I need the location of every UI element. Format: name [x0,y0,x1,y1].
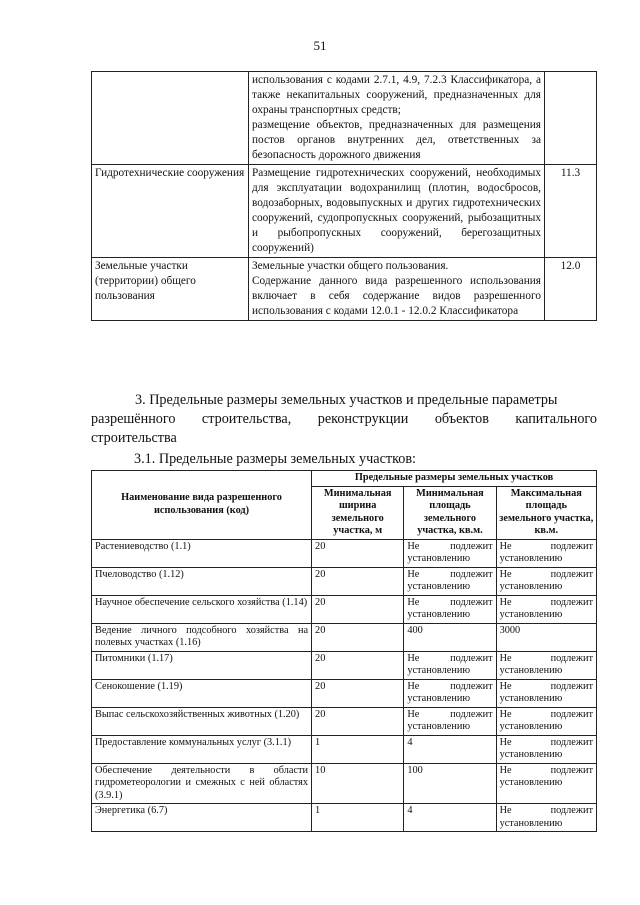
description-paragraph: Размещение гидротехнических сооружений, необходимых для эксплуатации водохранилищ (плотин, водосбросов, водозаборных, водовыпускных и других гидротехнических сооружений, судопропускных сооружений, рыбозащитных и рыбопропускных сооружений, берегозащитных сооружений) [252,167,541,254]
table-row [92,623,597,651]
min-area-cell: 100 [404,763,496,804]
min-area-cell: Не подлежит установлению [404,679,496,707]
min-width-cell: 20 [312,623,404,651]
section-3-1-heading: 3.1. Предельные размеры земельных участков: [134,451,416,467]
min-area-cell: Не подлежит установлению [404,707,496,735]
use-code-cell: 11.3 [545,165,597,258]
section-3-heading [91,391,597,448]
header-min-area: Минимальная площадь земельного участка, кв.м. [404,486,496,539]
min-area-cell: Не подлежит установлению [404,539,496,567]
table-row [92,567,597,595]
min-area-cell: Не подлежит установлению [404,567,496,595]
use-name-cell: Пчеловодство (1.12) [92,567,312,595]
use-name-cell: Сенокошение (1.19) [92,679,312,707]
min-width-cell: 10 [312,763,404,804]
min-width-cell: 1 [312,735,404,763]
description-paragraph: Содержание данного вида разрешенного использования включает в себя содержание видов разрешенного использования с кодами 12.0.1 - 12.0.2 Классификатора [252,275,541,317]
table-row [92,539,597,567]
use-name-cell: Обеспечение деятельности в области гидрометеорологии и смежных с ней областях (3.9.1) [92,763,312,804]
section-3-heading-line-2: разрешённого строительства, реконструкции объектов капитального [91,411,597,427]
max-area-cell: Не подлежит установлению [496,804,596,832]
max-area-cell: Не подлежит установлению [496,539,596,567]
header-limits-group: Предельные размеры земельных участков [312,471,597,487]
description-paragraph: Земельные участки общего пользования. [252,260,449,272]
description-paragraph: размещение объектов, предназначенных для размещения постов органов внутренних дел, ответственных за безопасность дорожного движения [252,119,541,161]
use-description-cell [249,72,545,165]
header-min-width: Минимальная ширина земельного участка, м [312,486,404,539]
use-name-cell [92,72,249,165]
section-3-heading-line-3: строительства [91,430,177,446]
table-row [92,72,597,165]
min-width-cell: 20 [312,567,404,595]
use-description-cell [249,165,545,258]
use-name-cell: Научное обеспечение сельского хозяйства (1.14) [92,595,312,623]
use-name-cell: Предоставление коммунальных услуг (3.1.1) [92,735,312,763]
table-row [92,258,597,321]
min-area-cell: 400 [404,623,496,651]
max-area-cell: 3000 [496,623,596,651]
min-area-cell: Не подлежит установлению [404,595,496,623]
table-row [92,735,597,763]
use-name-cell: Питомники (1.17) [92,651,312,679]
use-name-cell: Земельные участки (территории) общего пользования [92,258,249,321]
use-name-cell: Энергетика (6.7) [92,804,312,832]
use-name-cell: Ведение личного подсобного хозяйства на полевых участках (1.16) [92,623,312,651]
table-row [92,595,597,623]
min-width-cell: 1 [312,804,404,832]
header-max-area: Максимальная площадь земельного участка, кв.м. [496,486,596,539]
min-area-cell: 4 [404,735,496,763]
use-name-cell: Выпас сельскохозяйственных животных (1.20) [92,707,312,735]
use-description-cell [249,258,545,321]
max-area-cell: Не подлежит установлению [496,707,596,735]
max-area-cell: Не подлежит установлению [496,763,596,804]
min-area-cell: Не подлежит установлению [404,651,496,679]
max-area-cell: Не подлежит установлению [496,651,596,679]
min-width-cell: 20 [312,707,404,735]
min-width-cell: 20 [312,539,404,567]
table-row [92,165,597,258]
max-area-cell: Не подлежит установлению [496,567,596,595]
table-row [92,804,597,832]
header-use-name: Наименование вида разрешенного использования (код) [92,471,312,540]
description-paragraph: использования с кодами 2.7.1, 4.9, 7.2.3 Классификатора, а также некапитальных сооружений, предназначенных для охраны транспортных средств; [252,74,541,116]
use-code-cell [545,72,597,165]
table-row [92,707,597,735]
min-width-cell: 20 [312,679,404,707]
use-name-cell: Растениеводство (1.1) [92,539,312,567]
min-area-cell: 4 [404,804,496,832]
max-area-cell: Не подлежит установлению [496,679,596,707]
use-name-cell: Гидротехнические сооружения [92,165,249,258]
page-number: 51 [313,38,327,53]
use-code-cell: 12.0 [545,258,597,321]
min-width-cell: 20 [312,651,404,679]
table-row [92,679,597,707]
max-area-cell: Не подлежит установлению [496,595,596,623]
permitted-use-table [91,71,597,321]
table-row [92,763,597,804]
land-plot-limits-table [91,470,597,832]
min-width-cell: 20 [312,595,404,623]
table-row [92,651,597,679]
max-area-cell: Не подлежит установлению [496,735,596,763]
section-3-heading-line-1: 3. Предельные размеры земельных участков и предельные параметры [135,392,558,408]
